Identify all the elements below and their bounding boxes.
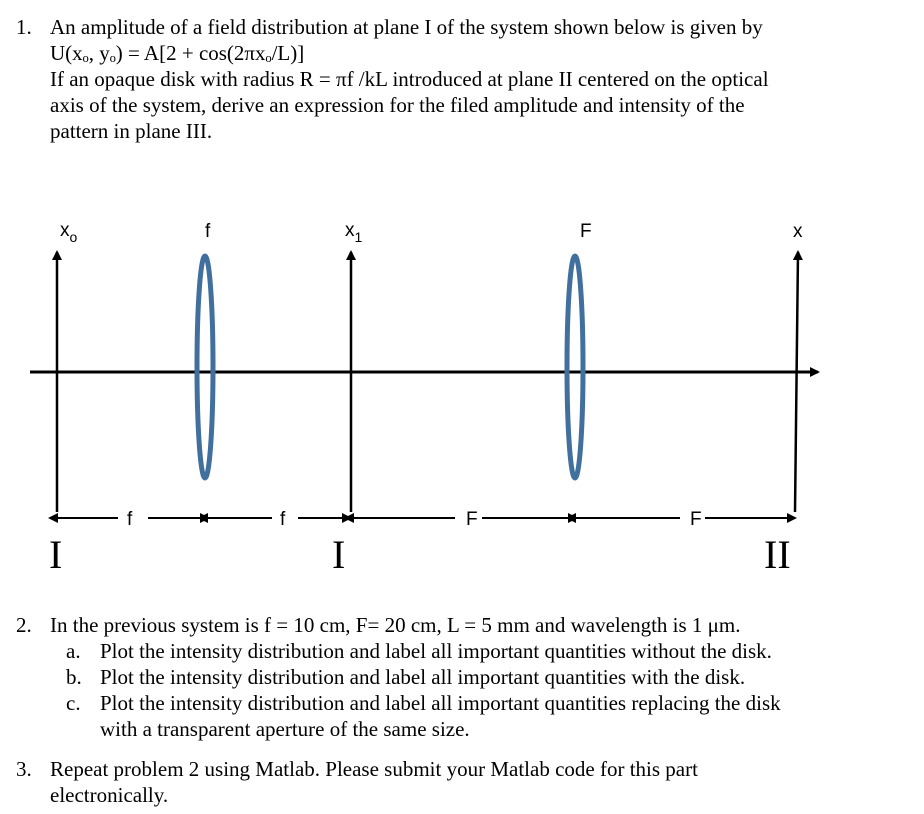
- plane-label-1: I: [49, 532, 63, 577]
- plane-3-axis: [795, 252, 798, 512]
- field-amplitude-equation: U(xₒ, yₒ) = A[2 + cos(2πxₒ/L)]: [50, 41, 305, 65]
- lens-1: [197, 256, 213, 478]
- plane-3-axis-label: x: [793, 221, 803, 242]
- item-line: Plot the intensity distribution and label all important quantities with the disk.: [100, 665, 746, 689]
- plane-1-axis-label: $x_o$: [60, 220, 78, 245]
- item-text: [100, 638, 772, 664]
- question-3-line: Repeat problem 2 using Matlab. Please submit your Matlab code for this part: [50, 757, 698, 781]
- plane-label-3: II: [764, 532, 791, 577]
- plane-label-2: I: [332, 532, 346, 577]
- question-1-line: If an opaque disk with radius R = πf /kL introduced at plane II centered on the optical: [50, 67, 769, 91]
- lens-2-focal-label: F: [580, 221, 592, 242]
- question-1-text: [50, 14, 769, 144]
- question-3-text: [50, 756, 698, 808]
- question-1-line: axis of the system, derive an expression for the filed amplitude and intensity of the: [50, 93, 745, 117]
- lens-2: [567, 256, 583, 478]
- plane-2-axis-label: $x_1$: [345, 220, 363, 245]
- question-2-number: 2.: [16, 613, 32, 637]
- item-label: b.: [66, 665, 82, 689]
- distance-label-f1: f: [127, 509, 133, 530]
- question-3-line: electronically.: [50, 783, 169, 807]
- item-text: [100, 664, 745, 690]
- question-2-intro-text: In the previous system is f = 10 cm, F= 20 cm, L = 5 mm and wavelength is 1 μm.: [50, 613, 741, 637]
- item-line: Plot the intensity distribution and label all important quantities replacing the disk: [100, 691, 781, 715]
- distance-label-F1: F: [466, 509, 478, 530]
- question-1-line: An amplitude of a field distribution at plane I of the system shown below is given by: [50, 15, 763, 39]
- item-line: Plot the intensity distribution and label all important quantities without the disk.: [100, 639, 772, 663]
- item-text: [100, 690, 781, 742]
- item-label: a.: [66, 639, 81, 663]
- item-line: with a transparent aperture of the same size.: [100, 717, 470, 741]
- lens-1-focal-label: f: [205, 221, 211, 242]
- question-1-line: pattern in plane III.: [50, 119, 213, 143]
- question-1-number: 1.: [16, 15, 32, 39]
- distance-label-F2: F: [690, 509, 702, 530]
- optical-system-diagram: [0, 200, 924, 590]
- distance-label-f2: f: [280, 509, 286, 530]
- question-2-intro: [50, 612, 741, 638]
- item-label: c.: [66, 691, 81, 715]
- question-3-number: 3.: [16, 757, 32, 781]
